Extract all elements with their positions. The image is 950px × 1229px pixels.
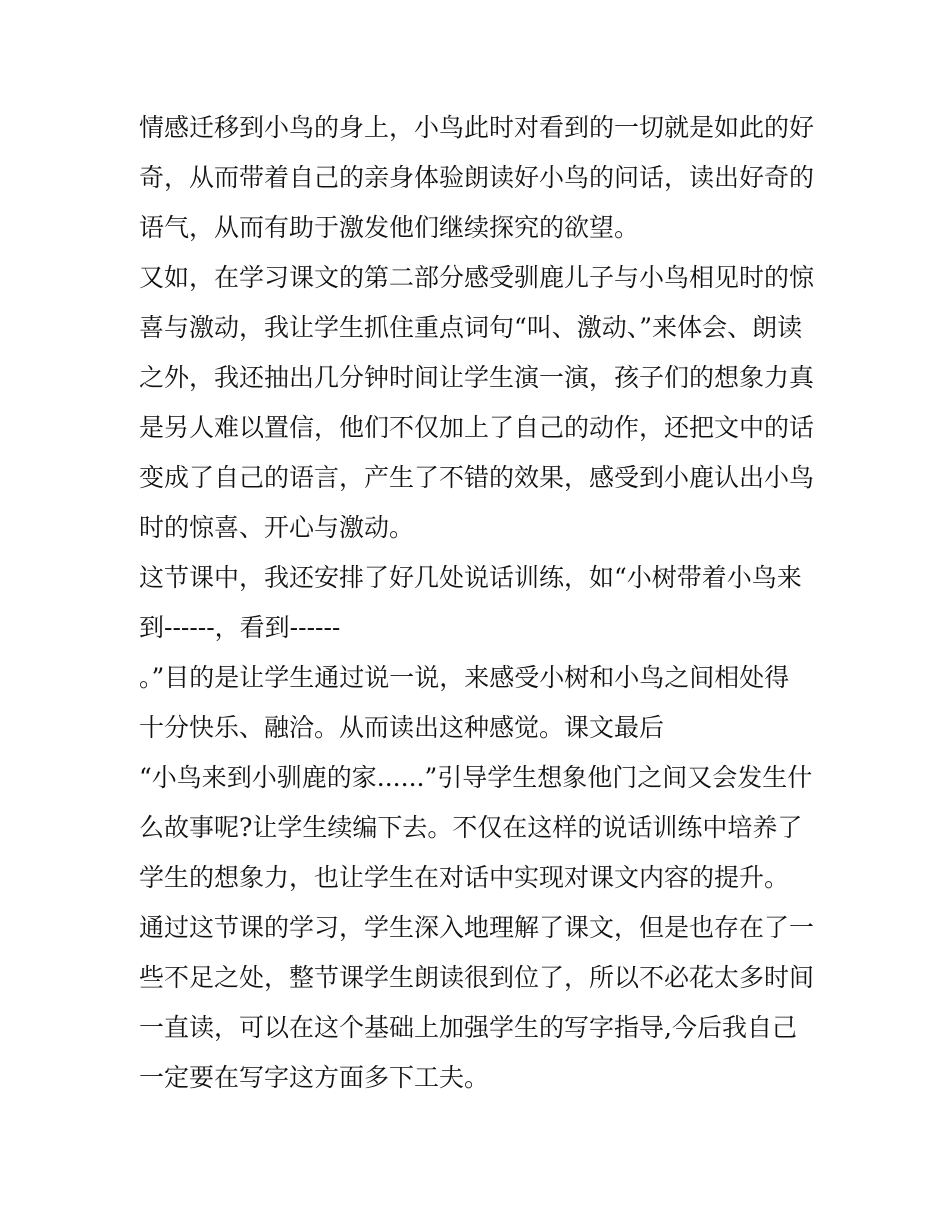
text-line: 之外，我还抽出几分钟时间让学生演一演，孩子们的想象力真 <box>139 363 815 392</box>
text-line: 又如，在学习课文的第二部分感受驯鹿儿子与小鸟相见时的惊 <box>139 263 815 292</box>
text-line: 一定要在写字这方面多下工夫。 <box>139 1063 490 1092</box>
text-line: 时的惊喜、开心与激动。 <box>139 513 415 542</box>
text-line: 十分快乐、融洽。从而读出这种感觉。课文最后 <box>139 713 665 742</box>
text-line: 是另人难以置信，他们不仅加上了自己的动作，还把文中的话 <box>139 413 815 442</box>
text-line: 语气，从而有助于激发他们继续探究的欲望。 <box>139 213 640 242</box>
text-line: 些不足之处，整节课学生朗读很到位了，所以不必花太多时间 <box>139 963 815 992</box>
text-line: 到------，看到------ <box>139 613 341 642</box>
text-line: 喜与激动，我让学生抓住重点词句“叫、激动、”来体会、朗读 <box>139 313 803 342</box>
text-line: 奇，从而带着自己的亲身体验朗读好小鸟的问话，读出好奇的 <box>139 163 815 192</box>
text-line: 学生的想象力，也让学生在对话中实现对课文内容的提升。 <box>139 863 790 892</box>
text-line: 么故事呢?让学生续编下去。不仅在这样的说话训练中培养了 <box>139 813 803 842</box>
text-line: 。”目的是让学生通过说一说，来感受小树和小鸟之间相处得 <box>139 663 790 692</box>
text-line: “小鸟来到小驯鹿的家......”引导学生想象他门之间又会发生什 <box>139 763 813 792</box>
text-line: 一直读，可以在这个基础上加强学生的写字指导,今后我自己 <box>139 1013 797 1042</box>
text-line: 变成了自己的语言，产生了不错的效果，感受到小鹿认出小鸟 <box>139 463 815 492</box>
text-line: 通过这节课的学习，学生深入地理解了课文，但是也存在了一 <box>139 913 815 942</box>
body-text <box>139 103 829 1103</box>
text-line: 情感迁移到小鸟的身上，小鸟此时对看到的一切就是如此的好 <box>139 113 815 142</box>
text-line: 这节课中，我还安排了好几处说话训练，如“小树带着小鸟来 <box>139 563 802 592</box>
